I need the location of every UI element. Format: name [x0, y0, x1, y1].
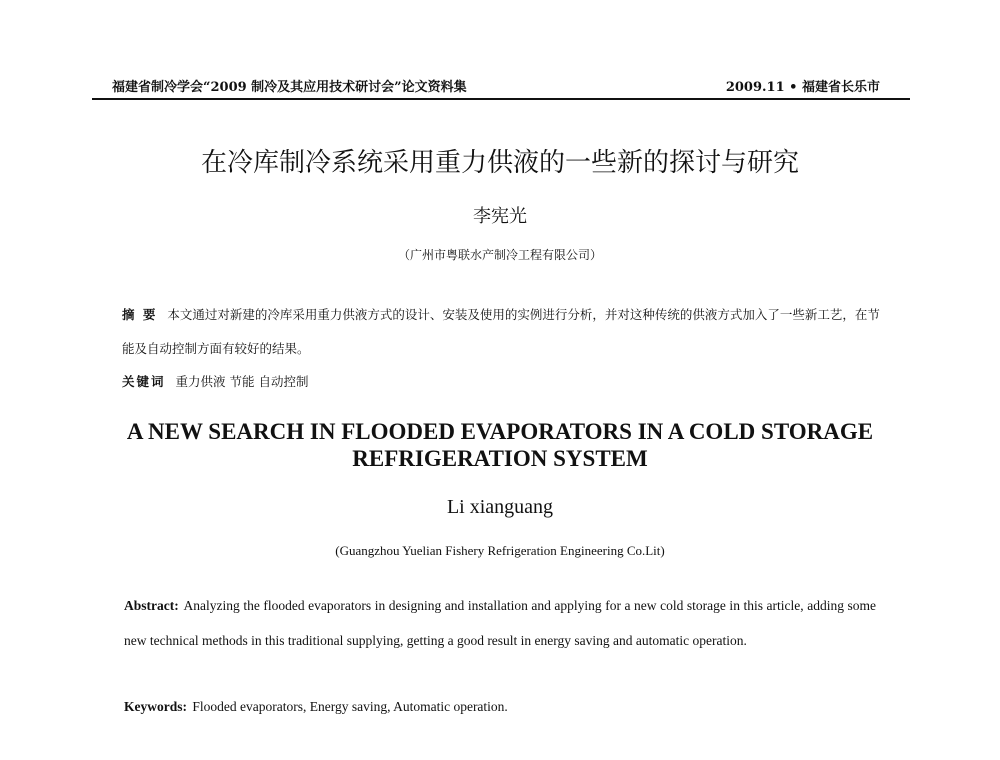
english-keywords-text: Flooded evaporators, Energy saving, Automatic operation. [192, 699, 508, 714]
english-abstract [124, 588, 876, 658]
header-date-location: 2009.11 • 福建省长乐市 [725, 80, 880, 95]
english-abstract-text: Analyzing the flooded evaporators in designing and installation and applying for a new cold storage in this article, adding some new technical methods in this traditional supplying, getting a good result in energy saving and automatic operation. [124, 598, 876, 648]
header-proceedings-title: 福建省制冷学会“2009 制冷及其应用技术研讨会”论文资料集 [112, 80, 467, 95]
chinese-keywords-text: 重力供液 节能 自动控制 [175, 374, 309, 389]
chinese-abstract-text: 本文通过对新建的冷库采用重力供液方式的设计、安装及使用的实例进行分析，并对这种传统的供液方式加入了一些新工艺，在节能及自动控制方面有较好的结果。 [122, 307, 880, 356]
english-affiliation: (Guangzhou Yuelian Fishery Refrigeration Engineering Co.Lit) [335, 543, 665, 558]
chinese-abstract-label: 摘 要 [122, 307, 158, 322]
english-title: A NEW SEARCH IN FLOODED EVAPORATORS IN A COLD STORAGE REFRIGERATION SYSTEM [126, 419, 874, 471]
english-author: Li xianguang [446, 496, 554, 518]
chinese-title: 在冷库制冷系统采用重力供液的一些新的探讨与研究 [200, 148, 799, 178]
chinese-keywords [122, 368, 882, 396]
english-keywords-label: Keywords: [124, 699, 187, 714]
chinese-abstract [122, 298, 882, 366]
english-abstract-label: Abstract: [124, 598, 179, 613]
running-header [92, 74, 910, 100]
english-keywords [124, 694, 876, 720]
chinese-author: 李宪光 [473, 206, 527, 227]
chinese-affiliation: （广州市粤联水产制冷工程有限公司） [397, 248, 602, 262]
chinese-keywords-label: 关键词 [122, 374, 166, 389]
